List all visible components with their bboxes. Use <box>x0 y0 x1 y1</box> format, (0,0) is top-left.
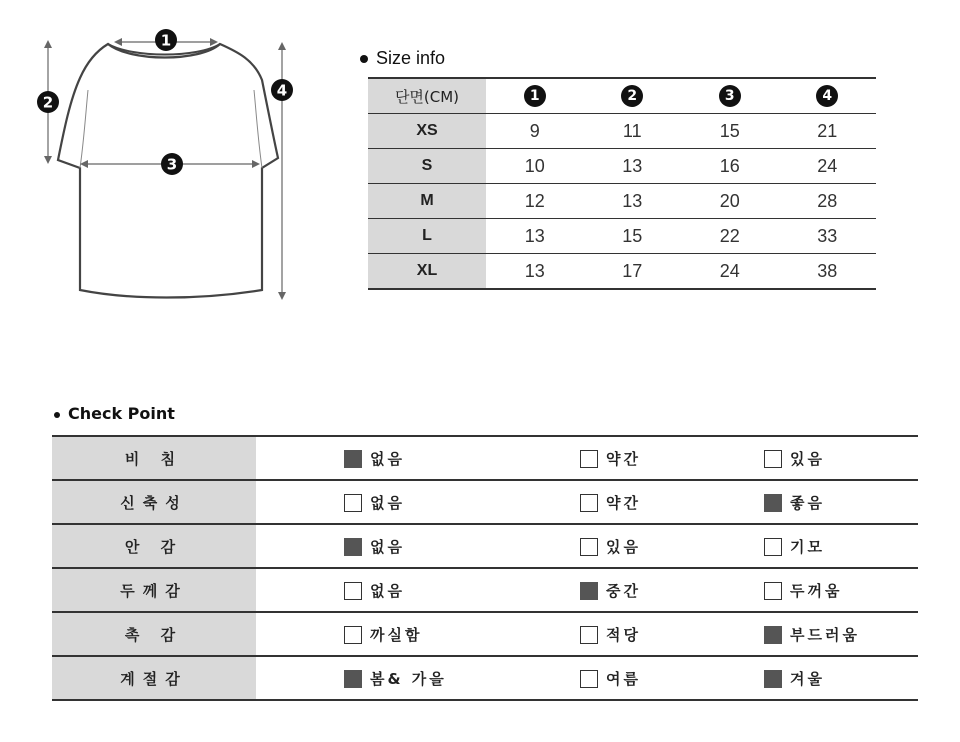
check-option[interactable] <box>764 668 825 689</box>
unchecked-box-icon[interactable] <box>580 538 598 556</box>
size-value: 21 <box>817 120 838 141</box>
check-row <box>52 568 918 612</box>
check-option-label: 없음 <box>370 450 405 468</box>
size-value: 33 <box>817 225 838 246</box>
svg-text:3: 3 <box>166 155 178 174</box>
garment-diagram <box>0 0 330 320</box>
svg-text:2: 2 <box>42 93 54 112</box>
checked-box-icon[interactable] <box>344 450 362 468</box>
checked-box-icon[interactable] <box>344 670 362 688</box>
check-row <box>52 480 918 524</box>
checked-box-icon[interactable] <box>764 670 782 688</box>
size-value: 12 <box>524 190 545 211</box>
check-options <box>256 656 918 700</box>
check-option[interactable] <box>344 492 405 513</box>
svg-text:4: 4 <box>276 81 288 100</box>
unchecked-box-icon[interactable] <box>580 670 598 688</box>
check-category: 신축성 <box>52 480 256 524</box>
size-label: M <box>368 184 486 219</box>
bullet-icon <box>54 412 60 418</box>
size-row <box>368 114 876 149</box>
size-label: XS <box>368 114 486 149</box>
checked-box-icon[interactable] <box>344 538 362 556</box>
check-options <box>256 568 918 612</box>
marker-4 <box>271 79 293 101</box>
unchecked-box-icon[interactable] <box>344 494 362 512</box>
check-option-label: 까실함 <box>370 626 423 644</box>
size-value: 38 <box>817 260 838 281</box>
check-option-label: 좋음 <box>790 494 825 512</box>
check-row <box>52 656 918 700</box>
unchecked-box-icon[interactable] <box>764 450 782 468</box>
col-header-3: 3 <box>681 78 779 114</box>
check-option[interactable] <box>764 536 825 557</box>
size-row <box>368 219 876 254</box>
check-option-label: 없음 <box>370 538 405 556</box>
check-row <box>52 612 918 656</box>
check-option[interactable] <box>580 536 641 557</box>
check-option-label: 기모 <box>790 538 825 556</box>
col-header-4: 4 <box>779 78 877 114</box>
col-header-2: 2 <box>584 78 682 114</box>
size-value: 13 <box>622 155 643 176</box>
size-info-title-text: Size info <box>376 48 446 68</box>
check-option-label: 약간 <box>606 494 641 512</box>
unchecked-box-icon[interactable] <box>580 450 598 468</box>
size-row <box>368 149 876 184</box>
checked-box-icon[interactable] <box>580 582 598 600</box>
size-label: S <box>368 149 486 184</box>
check-row <box>52 524 918 568</box>
size-value: 20 <box>719 190 740 211</box>
check-option[interactable] <box>344 624 422 645</box>
size-value: 24 <box>817 155 838 176</box>
size-value: 17 <box>622 260 643 281</box>
check-option[interactable] <box>580 624 641 645</box>
check-options <box>256 524 918 568</box>
check-option-label: 두꺼움 <box>790 582 843 600</box>
size-value: 15 <box>622 225 643 246</box>
check-option[interactable] <box>580 448 641 469</box>
check-option[interactable] <box>580 580 641 601</box>
size-value: 22 <box>719 225 740 246</box>
check-option[interactable] <box>764 492 825 513</box>
check-option[interactable] <box>344 536 405 557</box>
check-point-title <box>54 404 175 423</box>
size-value: 28 <box>817 190 838 211</box>
check-option-label: 중간 <box>606 582 641 600</box>
marker-3 <box>161 153 183 175</box>
check-category: 두께감 <box>52 568 256 612</box>
check-point-table <box>52 435 918 701</box>
unchecked-box-icon[interactable] <box>764 538 782 556</box>
check-option-label: 적당 <box>606 626 641 644</box>
check-option[interactable] <box>344 668 447 689</box>
check-option-label: 여름 <box>606 670 641 688</box>
check-option-label: 겨울 <box>790 670 825 688</box>
check-category: 촉 감 <box>52 612 256 656</box>
size-value: 13 <box>524 260 545 281</box>
check-option-label: 약간 <box>606 450 641 468</box>
size-value: 9 <box>529 120 540 141</box>
size-table <box>368 77 876 290</box>
check-options <box>256 480 918 524</box>
unchecked-box-icon[interactable] <box>580 494 598 512</box>
bullet-icon <box>360 55 368 63</box>
check-options <box>256 612 918 656</box>
check-option-label: 부드러움 <box>790 626 860 644</box>
check-point-title-text: Check Point <box>68 404 175 423</box>
check-option-label: 봄& 가을 <box>370 670 447 688</box>
marker-2 <box>37 91 59 113</box>
size-value: 15 <box>719 120 740 141</box>
check-option[interactable] <box>764 580 842 601</box>
unchecked-box-icon[interactable] <box>764 582 782 600</box>
size-table-header <box>368 78 876 114</box>
checked-box-icon[interactable] <box>764 626 782 644</box>
check-option[interactable] <box>580 668 641 689</box>
unit-label: 단면(CM) <box>368 78 486 114</box>
check-option-label: 있음 <box>790 450 825 468</box>
col-header-1: 1 <box>486 78 584 114</box>
check-option[interactable] <box>764 624 860 645</box>
size-info-title <box>360 48 445 69</box>
check-category: 계절감 <box>52 656 256 700</box>
check-category: 비 침 <box>52 436 256 480</box>
check-option-label: 없음 <box>370 494 405 512</box>
size-label: XL <box>368 254 486 290</box>
check-option-label: 없음 <box>370 582 405 600</box>
size-value: 10 <box>524 155 545 176</box>
check-row <box>52 436 918 480</box>
size-value: 11 <box>622 120 642 141</box>
size-row <box>368 184 876 219</box>
size-row <box>368 254 876 290</box>
checked-box-icon[interactable] <box>764 494 782 512</box>
marker-1 <box>155 29 177 51</box>
check-options <box>256 436 918 480</box>
size-value: 13 <box>622 190 643 211</box>
svg-text:1: 1 <box>160 31 172 50</box>
check-option[interactable] <box>580 492 641 513</box>
size-value: 24 <box>719 260 740 281</box>
check-option-label: 있음 <box>606 538 641 556</box>
unchecked-box-icon[interactable] <box>344 582 362 600</box>
size-value: 16 <box>719 155 740 176</box>
size-value: 13 <box>524 225 545 246</box>
unchecked-box-icon[interactable] <box>344 626 362 644</box>
size-label: L <box>368 219 486 254</box>
check-option[interactable] <box>344 580 405 601</box>
check-option[interactable] <box>764 448 825 469</box>
unchecked-box-icon[interactable] <box>580 626 598 644</box>
check-option[interactable] <box>344 448 405 469</box>
check-category: 안 감 <box>52 524 256 568</box>
